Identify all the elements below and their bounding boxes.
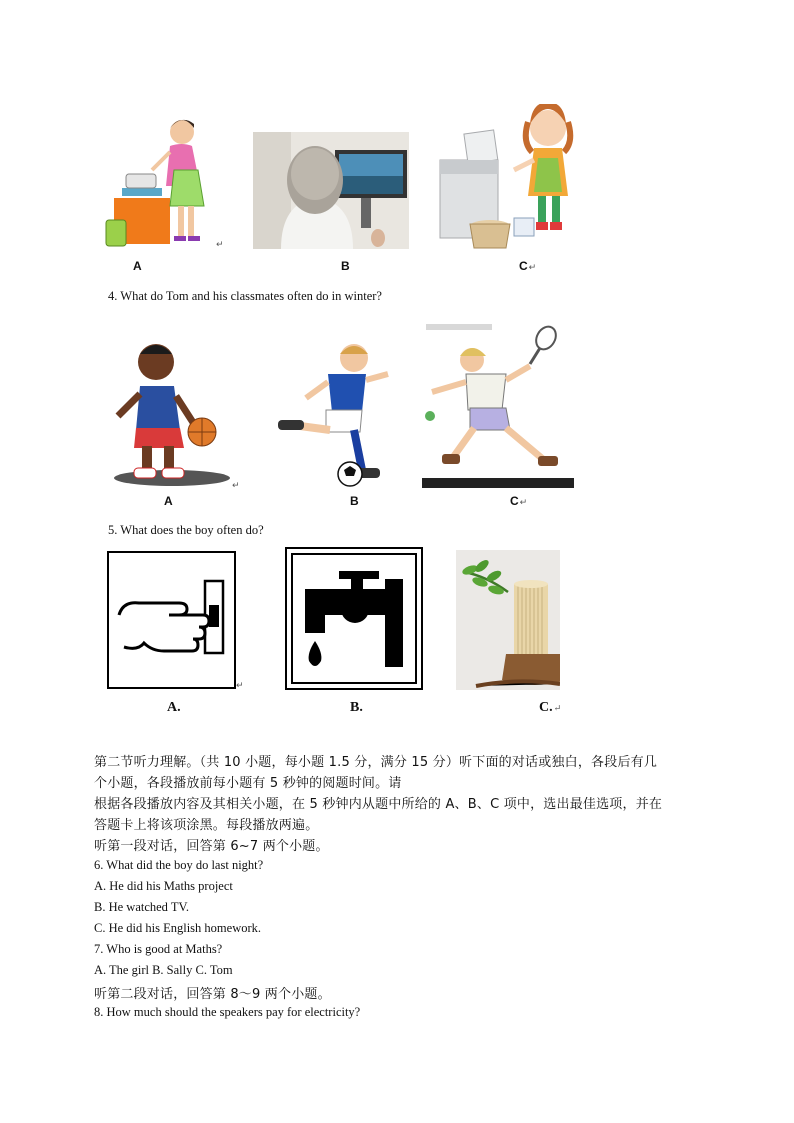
tennis-player-illustration — [422, 320, 574, 488]
dialogue-2-instruction: 听第二段对话，回答第 8～9 两个小题。 — [94, 987, 331, 1002]
return-mark: ↵ — [216, 239, 224, 249]
girl-doing-laundry-illustration — [430, 104, 580, 250]
question-6-option-a: A. He did his Maths project — [94, 879, 233, 893]
question-7: 7. Who is good at Maths? — [94, 942, 223, 956]
section-instruction-line-1: 第二节听力理解。（共 10 小题，每小题 1.5 分，满分 15 分）听下面的对话或独白，各段后有几 — [94, 755, 658, 770]
option-label-b: B. — [350, 700, 363, 715]
option-label-b: B — [341, 259, 350, 273]
option-label-a: A — [164, 494, 173, 508]
dialogue-1-instruction: 听第一段对话，回答第 6~7 两个小题。 — [94, 839, 329, 854]
woman-cooking-illustration — [100, 112, 220, 250]
option-label-b: B — [350, 494, 359, 508]
option-label-a: A. — [167, 700, 181, 715]
option-label-c: C↵ — [519, 259, 537, 273]
question-6-option-c: C. He did his English homework. — [94, 921, 262, 935]
option-label-c: C.↵ — [539, 700, 562, 715]
question-5: 5. What does the boy often do? — [108, 523, 264, 537]
section-instruction-line-3: 根据各段播放内容及其相关小题，在 5 秒钟内从题中所给的 A、B、C 项中，选出最佳选项，并在 — [94, 797, 663, 812]
question-8: 8. How much should the speakers pay for electricity? — [94, 1005, 361, 1019]
water-tap-icon — [285, 547, 423, 690]
person-watching-tv-photo — [253, 132, 409, 249]
light-switch-icon — [107, 551, 236, 689]
question-6-option-b: B. He watched TV. — [94, 900, 190, 914]
question-7-options: A. The girl B. Sally C. Tom — [94, 963, 233, 977]
football-player-illustration — [270, 340, 395, 490]
return-mark: ↵ — [232, 480, 240, 490]
section-instruction-line-2: 个小题，各段播放前每小题有 5 秒钟的阅题时间。请 — [94, 776, 402, 791]
chopsticks-tree-stump-photo — [456, 550, 560, 690]
return-mark: ↵ — [236, 680, 244, 690]
basketball-player-illustration — [110, 338, 235, 488]
option-label-c: C↵ — [510, 494, 528, 508]
question-4: 4. What do Tom and his classmates often do in winter? — [108, 289, 382, 303]
section-instruction-line-4: 答题卡上将该项涂黑。每段播放两遍。 — [94, 818, 319, 833]
option-label-a: A — [133, 259, 142, 273]
question-6: 6. What did the boy do last night? — [94, 858, 264, 872]
